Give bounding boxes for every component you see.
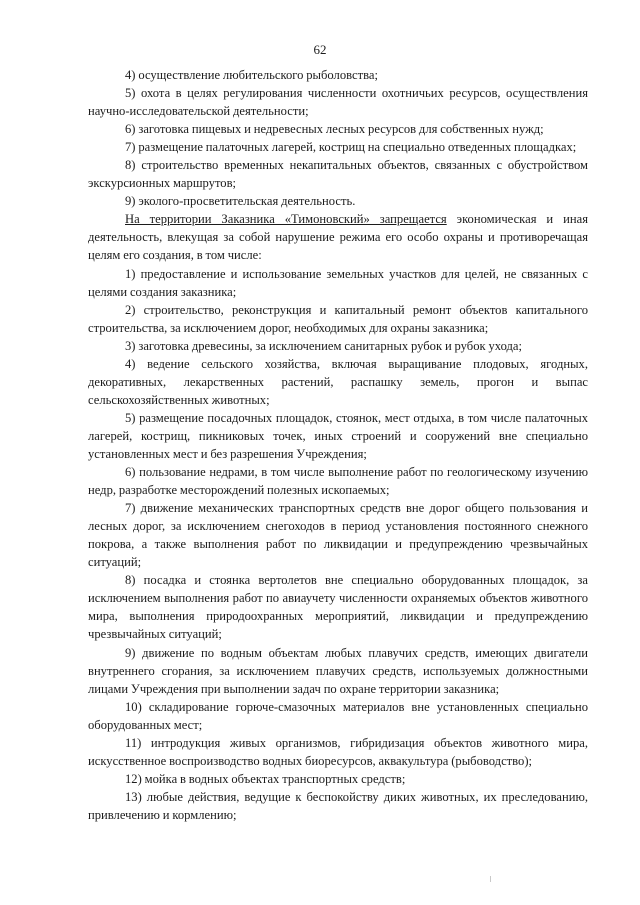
prohibition-intro-underlined: На территории Заказника «Тимоновский» запрещается (125, 212, 447, 227)
list-item: 7) размещение палаточных лагерей, кострищ на специально отведенных площадках; (125, 140, 577, 155)
prohibited-item: 4) ведение сельского хозяйства, включая выращивание плодовых, ягодных, декоративных, лекарственных растений, распашку земель, прогон и выпас сельскохозяйственных животных; (88, 356, 588, 407)
prohibited-item: 2) строительство, реконструкция и капитальный ремонт объектов капитального строительства, за исключением дорог, необходимых для охраны заказника; (88, 302, 588, 335)
prohibited-item: 3) заготовка древесины, за исключением санитарных рубок и рубок ухода; (125, 338, 523, 353)
prohibited-item: 8) посадка и стоянка вертолетов вне специально оборудованных площадок, за исключением выполнения работ по авиаучету численности охраняемых объектов животного мира, выполнения природоохранных мероприятий, ликвидации и предупреждению чрезвычайных ситуаций; (88, 573, 588, 642)
prohibited-item: 10) складирование горюче-смазочных материалов вне установленных специально оборудованных мест; (88, 699, 588, 732)
prohibited-item: 9) движение по водным объектам любых плавучих средств, имеющих двигатели внутреннего сгорания, за исключением плавучих средств, используемых должностными лицами Учреждения при выполнении задач по охране территории заказника; (88, 645, 588, 696)
prohibited-item: 12) мойка в водных объектах транспортных средств; (125, 771, 406, 786)
prohibited-item: 7) движение механических транспортных средств вне дорог общего пользования и лесных дорог, за исключением снегоходов в период установления постоянного снежного покрова, а также выполнения работ по ликвидации и предупреждению чрезвычайных ситуаций; (88, 501, 588, 570)
page-number: 62 (313, 42, 327, 57)
list-item: 6) заготовка пищевых и недревесных лесных ресурсов для собственных нужд; (125, 122, 544, 137)
prohibited-item: 5) размещение посадочных площадок, стоянок, мест отдыха, в том числе палаточных лагерей, кострищ, пикниковых точек, иных строений и сооружений вне специально установленных мест и без разрешения Учреждения; (88, 410, 588, 461)
prohibited-item: 1) предоставление и использование земельных участков для целей, не связанных с целями создания заказника; (88, 266, 588, 299)
list-item: 4) осуществление любительского рыболовства; (125, 68, 378, 82)
prohibition-intro (88, 210, 588, 264)
prohibition-intro-text: экономическая и иная деятельность, влекущая за собой нарушение режима его особо охраны и противоречащая целям его создания, в том числе: (88, 212, 588, 263)
prohibited-item: 11) интродукция живых организмов, гибридизация объектов животного мира, искусственное воспроизводство водных биоресурсов, аквакультура (рыбоводство); (88, 735, 588, 768)
prohibited-item: 13) любые действия, ведущие к беспокойству диких животных, их преследованию, привлечению и кормлению; (88, 789, 588, 822)
scan-artifact (490, 876, 491, 882)
prohibited-item: 6) пользование недрами, в том числе выполнение работ по геологическому изучению недр, разработке месторождений полезных ископаемых; (88, 465, 588, 498)
document-body (88, 66, 588, 824)
list-item: 9) эколого-просветительская деятельность. (125, 194, 356, 209)
list-item: 8) строительство временных некапитальных объектов, связанных с обустройством экскурсионных маршрутов; (88, 158, 588, 191)
list-item: 5) охота в целях регулирования численности охотничьих ресурсов, осуществления научно-исследовательской деятельности; (88, 86, 588, 119)
